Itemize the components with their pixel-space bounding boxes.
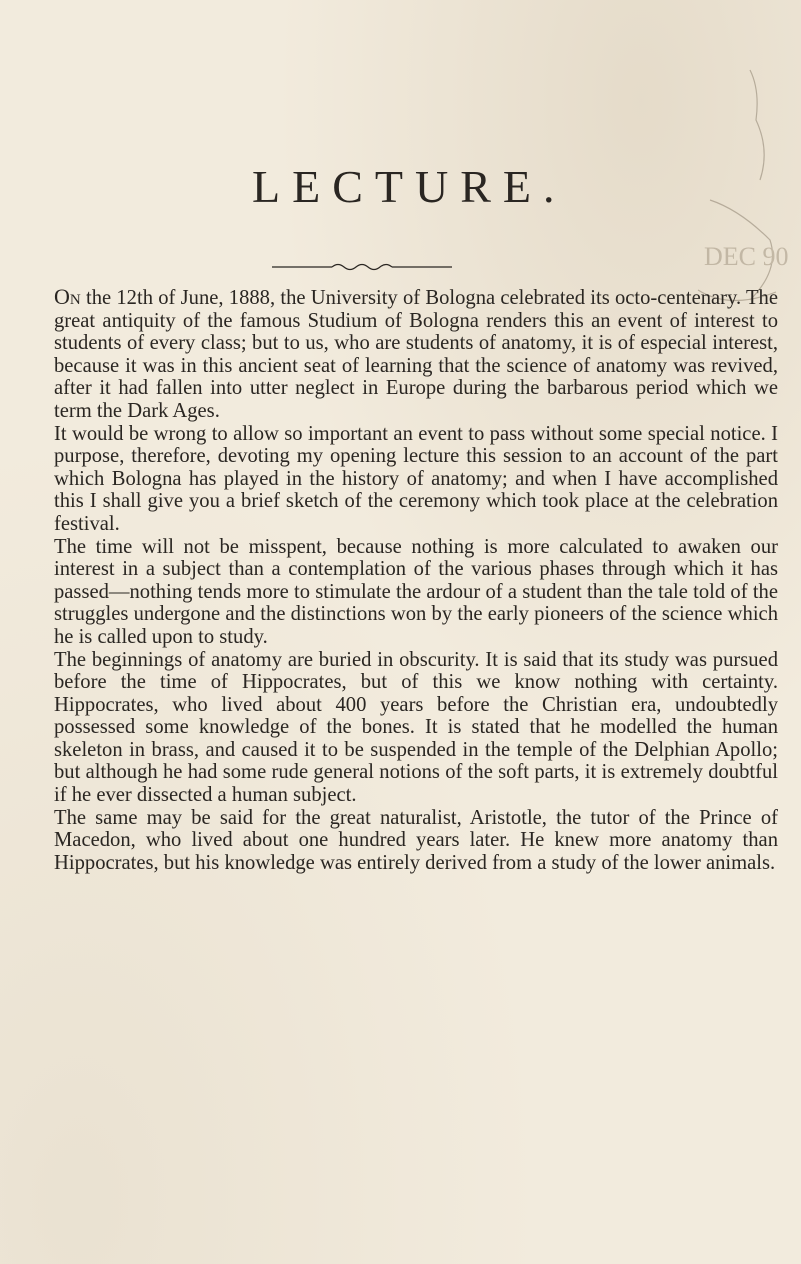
paragraph-3 bbox=[54, 536, 778, 649]
paragraph-4 bbox=[54, 649, 778, 807]
paragraph-text: The time will not be misspent, because nothing is more calculated to awaken our interest in a subject than a contemplation of the various phases through which it has passed—nothing tends more to stimulate the ardour of a student than the tale told of the struggles undergone and the distinctions won by the early pioneers of the science which he is called upon to study. bbox=[54, 535, 778, 648]
stamp-text: DEC 90 bbox=[704, 242, 789, 271]
paragraph-2 bbox=[54, 423, 778, 536]
ornamental-rule bbox=[272, 262, 452, 272]
paragraph-text: the 12th of June, 1888, the University of Bologna celebrated its octo-centenary. The great antiquity of the famous Studium of Bologna renders this an event of interest to students of every class; but to us, who are students of anatomy, it is of especial interest, because it was in this ancient seat of learning that the science of anatomy was revived, after it had fallen into utter neglect in Europe during the barbarous period which we term the Dark Ages. bbox=[54, 287, 778, 422]
paragraph-5 bbox=[54, 807, 778, 875]
lecture-heading: LECTURE. bbox=[252, 161, 567, 212]
paragraph-text: The beginnings of anatomy are buried in obscurity. It is said that its study was pursued before the time of Hippocrates, but of this we know nothing with certainty. Hippocrates, who lived about 400 years before the Christian era, undoubtedly possessed some knowledge of the bones. It is stated that he modelled the human skeleton in brass, and caused it to be suspended in the temple of the Delphian Apollo; but although he had some rude general notions of the soft parts, it is extremely doubtful if he ever dissected a human subject. bbox=[54, 648, 778, 807]
paragraph-text: The same may be said for the great naturalist, Aristotle, the tutor of the Prince of Macedon, who lived about one hundred years later. He knew more anatomy than Hippocrates, but his knowledge was entirely derived from a study of the lower animals. bbox=[54, 806, 778, 874]
paragraph-1 bbox=[54, 286, 778, 423]
lecture-body bbox=[54, 286, 778, 874]
paragraph-text: It would be wrong to allow so important an event to pass without some special notice. I purpose, therefore, devoting my opening lecture this session to an account of the part which Bologna has played in the history of anatomy; and when I have accomplished this I shall give you a brief sketch of the ceremony which took place at the celebration festival. bbox=[54, 422, 778, 535]
paragraph-lead-word: On bbox=[54, 284, 81, 309]
